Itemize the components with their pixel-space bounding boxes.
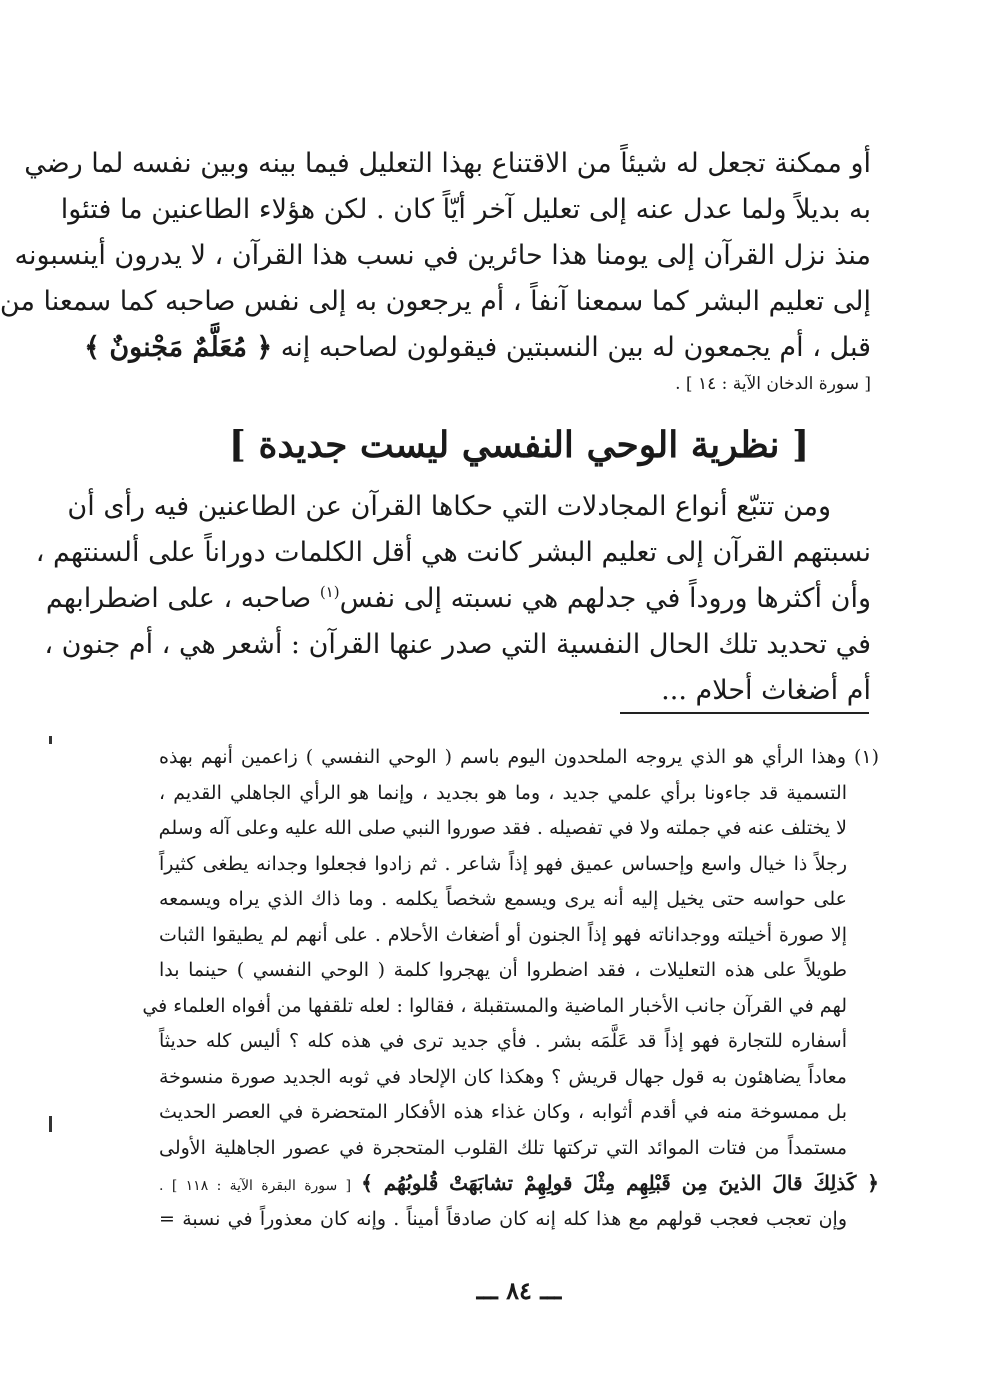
footnote-line-4: رجلاً ذا خيال واسع وإحساس عميق فهو إذاً شاعر . ثم زادوا فجعلوا وجدانه يطغى كثيراً	[159, 852, 847, 875]
section-paragraph	[35, 484, 871, 714]
intro-line-5	[84, 325, 871, 371]
footnote	[142, 740, 880, 1237]
footnote-line-11: بل ممسوخة منه في أقدم أثوابه ، وكان غذاء هذه الأفكار المتحضرة في العصر الحديث	[159, 1101, 847, 1123]
quran-quote-baqarah: ﴿ كَذلِكَ قالَ الذينَ مِن قَبْلِهِم مِثْلَ قولِهِمْ تشابَهَتْ قُلوبُهُم ﴾	[361, 1171, 880, 1195]
footnote-line-5: على حواسه حتى يخيل إليه أنه يرى ويسمع شخصاً يكلمه . وما ذاك الذي يراه ويسمعه	[159, 888, 847, 910]
footnote-line-2: التسمية قد جاءونا برأي علمي جديد ، وما هو بجديد ، وإنما هو الرأي الجاهلي القديم ،	[159, 781, 847, 804]
intro-line-4: إلى تعليم البشر كما سمعنا آنفاً ، أم يرجعون به إلى نفس صاحبه كما سمعنا من	[0, 286, 871, 317]
section-line-1: ومن تتبّع أنواع المجادلات التي حكاها القرآن عن الطاعنين فيه رأى أن	[67, 491, 831, 522]
surah-reference-dukhan: [ سورة الدخان الآية : ١٤ ] .	[675, 374, 871, 394]
intro-line-1: أو ممكنة تجعل له شيئاً من الاقتناع بهذا التعليل فيما بينه وبين نفسه لما رضي	[24, 148, 871, 179]
footnote-line-3: لا يختلف عنه في جملته ولا في تفصيله . فقد صوروا النبي صلى الله عليه وعلى آله وسلم	[158, 817, 847, 839]
footnote-line-10: معاداً يضاهئون به قول جهال قريش ؟ وهكذا كان الإلحاد في ثوبه الجديد صورة منسوخة	[159, 1065, 847, 1088]
section-line-4: في تحديد تلك الحال النفسية التي صدر عنها القرآن : أشعر هي ، أم جنون ،	[44, 629, 871, 660]
footnote-marker: (١)	[319, 583, 340, 601]
page-number: ـــ ٨٤ ـــ	[476, 1276, 562, 1305]
section-line-5: أم أضغاث أحلام ...	[661, 675, 871, 706]
footnote-line-7: طويلاً على هذه التعليلات ، فقد اضطروا أن يهجروا كلمة ( الوحي النفسي ) حينما بدا	[159, 959, 847, 981]
quran-quote-majnun: ﴿ مُعَلَّمٌ مَجْنونٌ ﴾	[84, 332, 273, 363]
footnote-line-6: إلا صورة أخيلته ووجداناته فهو إذاً الجنون أو أضغاث الأحلام . على أنهم لم يطيقوا الثبات	[159, 923, 847, 946]
intro-paragraph	[0, 141, 871, 371]
footnote-line-12: مستمداً من فتات الموائد التي تركتها تلك القلوب المتحجرة في عصور الجاهلية الأولى	[159, 1136, 847, 1159]
footnote-divider	[620, 712, 869, 714]
section-heading: [ نظرية الوحي النفسي ليست جديدة ]	[228, 424, 810, 466]
footnote-quote-line	[159, 1166, 879, 1202]
surah-reference-baqarah: [ سورة البقرة الآية : ١١٨ ] .	[159, 1178, 352, 1194]
section-line-2: نسبتهم القرآن إلى تعليم البشر كانت هي أقل الكلمات دوراناً على ألسنتهم ،	[35, 537, 871, 568]
intro-line-2: به بديلاً ولما عدل عنه إلى تعليل آخر أيّاً كان . لكن هؤلاء الطاعنين ما فتئوا	[60, 194, 871, 225]
intro-line-3: منذ نزل القرآن إلى يومنا هذا حائرين في نسب هذا القرآن ، لا يدرون أينسبونه	[14, 240, 871, 271]
footnote-final-line: وإن تعجب فعجب قولهم مع هذا كله إنه كان صادقاً أميناً . وإنه كان معذوراً في نسبة =	[159, 1207, 847, 1230]
footnote-line-1: (١) وهذا الرأي هو الذي يروجه الملحدون اليوم باسم ( الوحي النفسي ) زاعمين أنهم بهذه	[159, 746, 879, 768]
footnote-line-8: لهم في القرآن جانب الأخبار الماضية والمستقبلة ، فقالوا : لعله تلقفها من أفواه العلماء في	[142, 994, 847, 1017]
section-line-3-before: وأن أكثرها وروداً في جدلهم هي نسبته إلى نفس	[339, 583, 871, 614]
scan-edge-mark-bottom	[49, 1116, 52, 1132]
section-line-3	[45, 576, 871, 622]
scan-edge-mark-top	[49, 736, 52, 744]
footnote-line-9: أسفاره للتجارة فهو إذاً قد عَلَّمَه بشر . فأي جديد ترى في هذه كله ؟ أليس كله حديثاً	[159, 1030, 847, 1052]
intro-line-5-text: قبل ، أم يجمعون له بين النسبتين فيقولون لصاحبه إنه	[280, 332, 871, 363]
section-line-3-after: صاحبه ، على اضطرابهم	[45, 583, 320, 614]
